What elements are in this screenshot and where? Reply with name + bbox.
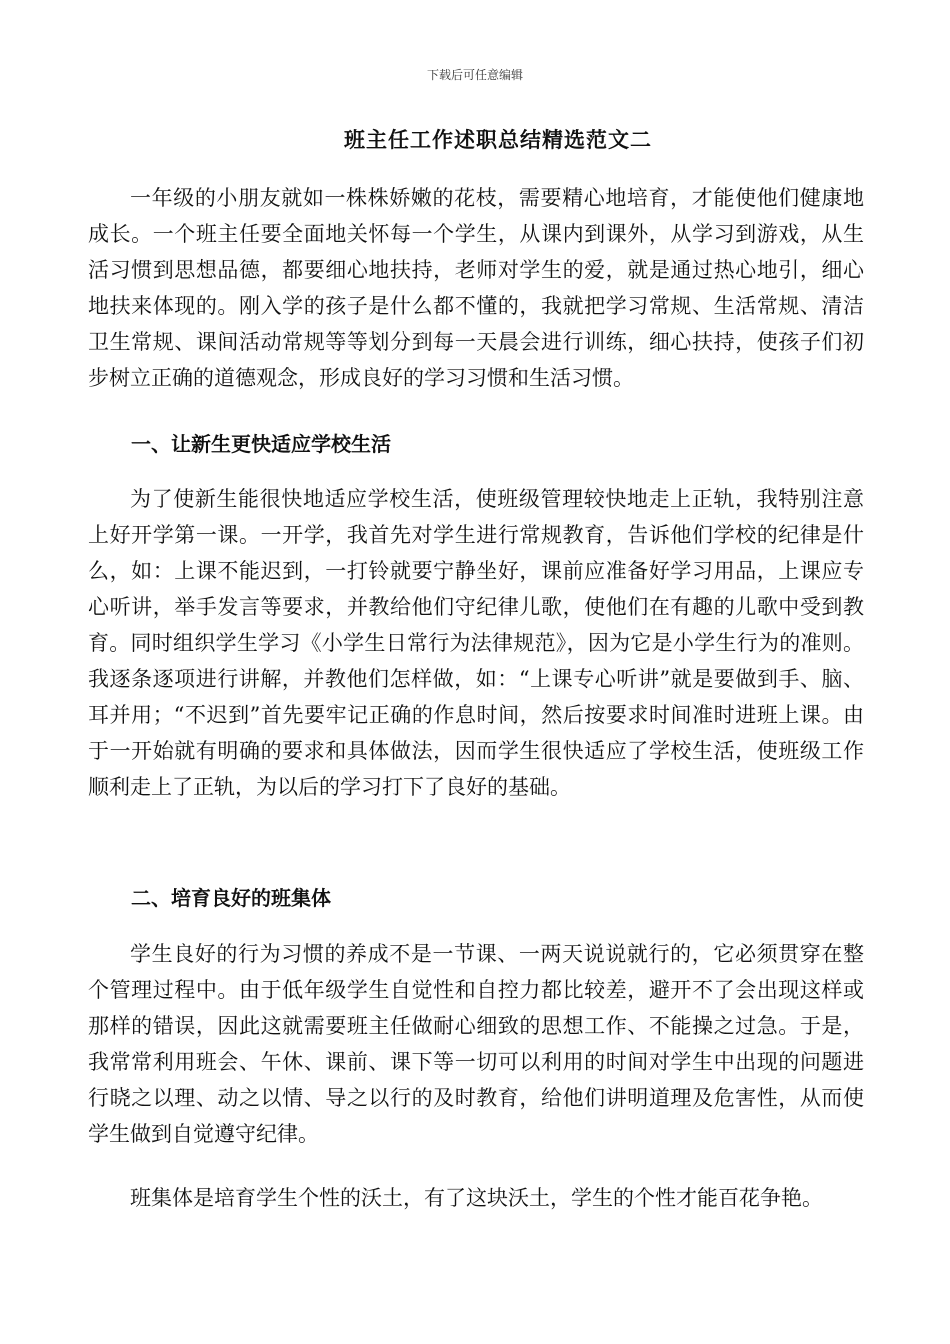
document-title: 班主任工作述职总结精选范文二 xyxy=(344,128,652,152)
section-heading-2: 二、培育良好的班集体 xyxy=(131,886,331,910)
paragraph-section-2-continued: 班集体是培育学生个性的沃土，有了这块沃土，学生的个性才能百花争艳。 xyxy=(130,1186,823,1210)
header-note: 下载后可任意编辑 xyxy=(426,68,523,82)
section-heading-1: 一、让新生更快适应学校生活 xyxy=(131,432,391,456)
paragraph-section-2: 学生良好的行为习惯的养成不是一节课、一两天说说就行的，它必须贯穿在整个管理过程中。由于低年级学生自觉性和自控力都比较差，避开不了会出现这样或那样的错误，因此这就需要班主任做耐心细致的思想工作、不能操之过急。于是，我常常利用班会、午休、课前、课下等一切可以利用的时间对学生中出现的问题进行晓之以理、动之以情、导之以行的及时教育，给他们讲明道理及危害性，从而使学生做到自觉遵守纪律。 xyxy=(88,942,864,1146)
paragraph-intro: 一年级的小朋友就如一株株娇嫩的花枝，需要精心地培育，才能使他们健康地成长。一个班主任要全面地关怀每一个学生，从课内到课外，从学习到游戏，从生活习惯到思想品德，都要细心地扶持，老师对学生的爱，就是通过热心地引，细心地扶来体现的。刚入学的孩子是什么都不懂的，我就把学习常规、生活常规、清洁卫生常规、课间活动常规等等划分到每一天晨会进行训练，细心扶持，使孩子们初步树立正确的道德观念，形成良好的学习习惯和生活习惯。 xyxy=(88,186,864,390)
paragraph-section-1: 为了使新生能很快地适应学校生活，使班级管理较快地走上正轨，我特别注意上好开学第一课。一开学，我首先对学生进行常规教育，告诉他们学校的纪律是什么，如：上课不能迟到，一打铃就要宁静坐好，课前应准备好学习用品，上课应专心听讲，举手发言等要求，并教给他们守纪律儿歌，使他们在有趣的儿歌中受到教育。同时组织学生学习《小学生日常行为法律规范》，因为它是小学生行为的准则。我逐条逐项进行讲解，并教他们怎样做，如：“上课专心听讲”就是要做到手、脑、耳并用；“不迟到”首先要牢记正确的作息时间，然后按要求时间准时进班上课。由于一开始就有明确的要求和具体做法，因而学生很快适应了学校生活，使班级工作顺利走上了正轨，为以后的学习打下了良好的基础。 xyxy=(88,487,864,799)
